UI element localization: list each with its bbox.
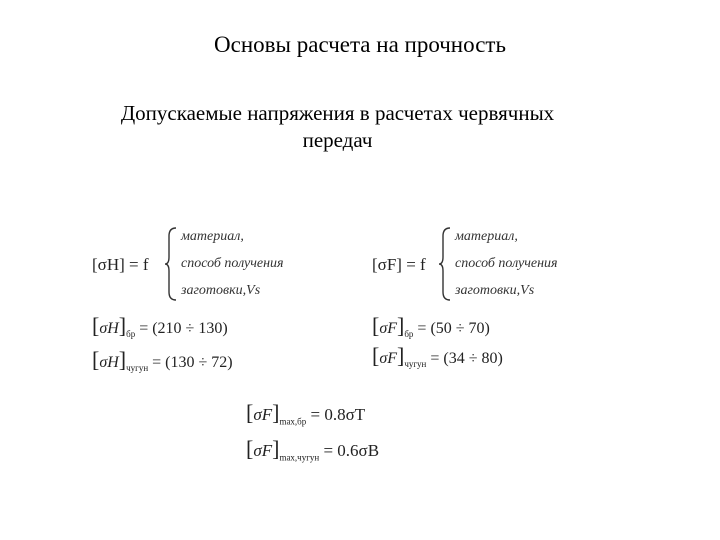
formula-sigma-f-max-bronze: $[\sigma F]_{max,бр} = 0.8\sigma T$ <box>246 400 366 427</box>
formula-sigma-h-lhs: [σH] = f <box>92 255 149 274</box>
subtitle-line-2: передач <box>302 128 373 152</box>
left-brace <box>438 226 452 302</box>
formula-sigma-f-max-cast-iron: $[\sigma F]_{max,чугун} = 0.6\sigma B$ <box>246 436 380 463</box>
subtitle-line-1: Допускаемые напряжения в расчетах червячных <box>120 101 555 125</box>
formula-sigma-f-lhs: [σF] = f <box>372 255 426 274</box>
slide-subtitle <box>80 100 595 154</box>
formula-sigma-f-case-1: материал, <box>455 229 518 244</box>
formula-sigma-f-cast-iron: $[\sigma F]_{чугун} = (34 \div 80)$ <box>372 343 503 370</box>
formula-sigma-f-case-2: способ получения <box>455 256 558 271</box>
formula-sigma-f-bronze: $[\sigma F]_{бр} = (50 \div 70)$ <box>372 313 490 340</box>
formula-sigma-f-case-3: заготовки,Vs <box>455 283 535 298</box>
formula-sigma-h-bronze: $[\sigma H]_{бр} = (210 \div 130)$ <box>92 313 228 340</box>
formula-sigma-h-case-3: заготовки,Vs <box>181 283 261 298</box>
left-brace <box>164 226 178 302</box>
formula-sigma-h-case-1: материал, <box>181 229 244 244</box>
slide-title: Основы расчета на прочность <box>214 32 506 57</box>
formula-sigma-h-case-2: способ получения <box>181 256 284 271</box>
formula-sigma-h-cast-iron: $[\sigma H]_{чугун} = (130 \div 72)$ <box>92 347 233 374</box>
